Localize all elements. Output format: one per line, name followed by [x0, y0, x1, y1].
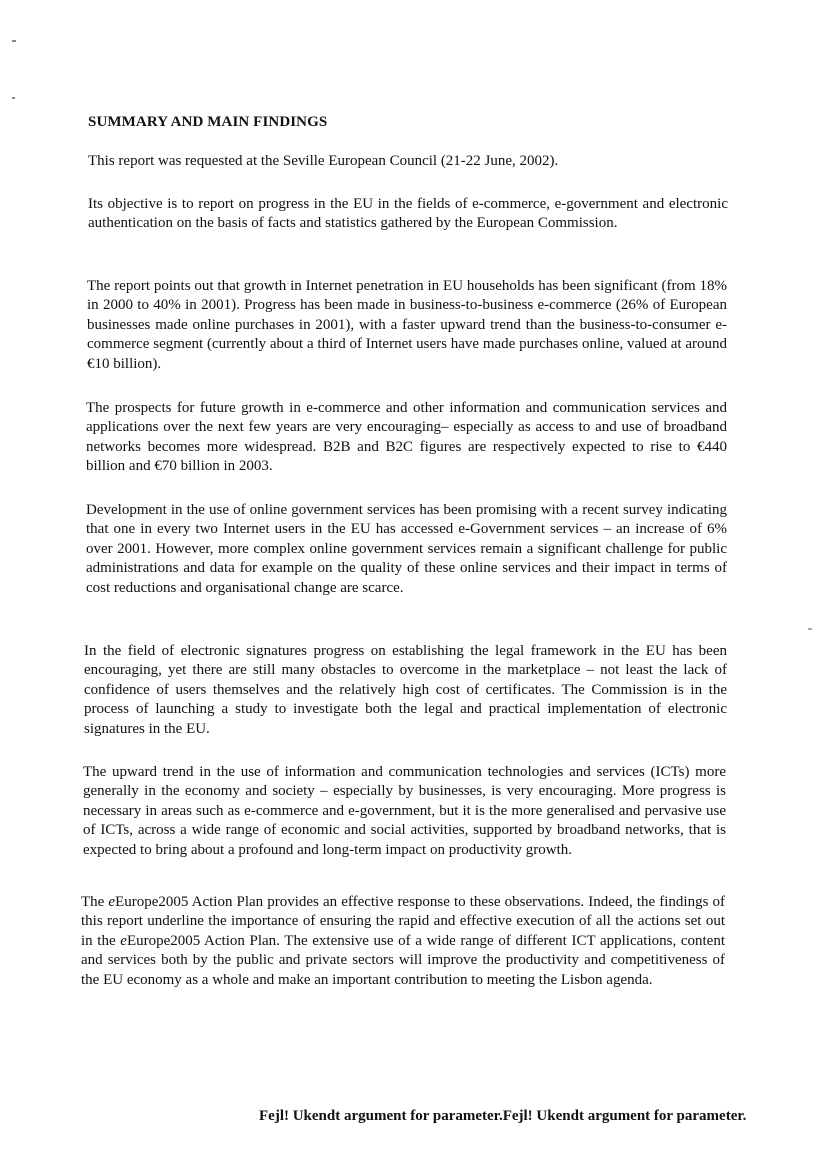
page-footer: Fejl! Ukendt argument for parameter.Fejl! Ukendt argument for parameter. [259, 1108, 747, 1124]
scan-speck [12, 40, 16, 42]
paragraph-growth-prospects: The prospects for future growth in e-commerce and other information and communication services and applications over the next few years are very encouraging– especially as access to and use of broadband networks becomes more widespread. B2B and B2C figures are respectively expected to rise to €440 billion and €70 billion in 2003. [86, 400, 727, 475]
paragraph-action-plan [81, 893, 725, 990]
paragraph-request: This report was requested at the Seville European Council (21-22 June, 2002). [88, 153, 559, 169]
paragraph-objective: Its objective is to report on progress in the EU in the fields of e-commerce, e-government and electronic authentication on the basis of facts and statistics gathered by the European Commission. [88, 196, 728, 232]
paragraph-electronic-signatures: In the field of electronic signatures progress on establishing the legal framework in the EU has been encouraging, yet there are still many obstacles to overcome in the marketplace – not least the lack of confidence of users themselves and the relatively high cost of certificates. The Commission is in the process of launching a study to investigate both the legal and practical implementation of electronic signatures in the EU. [84, 643, 727, 737]
paragraph-ict-trend: The upward trend in the use of information and communication technologies and services (ICTs) more generally in the economy and society – especially by businesses, is very encouraging. More progress is necessary in areas such as e-commerce and e-government, but it is the more generalised and pervasive use of ICTs, across a wide range of economic and social activities, supported by broadband networks, that is expected to bring about a profound and long-term impact on productivity growth. [83, 764, 726, 858]
action-plan-text: The [81, 894, 109, 910]
section-heading: SUMMARY AND MAIN FINDINGS [88, 114, 328, 130]
action-plan-italic-e: e [108, 894, 116, 910]
action-plan-italic-e: e [120, 932, 127, 949]
action-plan-text: Europe2005 Action Plan. The extensive use of a wide range of different ICT applications, content and services both by the public and private sectors will improve the productivity and competitiveness of the EU economy as a whole and make an important contribution to meeting the Lisbon agenda. [81, 932, 725, 988]
scan-speck [12, 97, 15, 99]
scan-speck [808, 628, 812, 630]
paragraph-internet-penetration: The report points out that growth in Internet penetration in EU households has been significant (from 18% in 2000 to 40% in 2001). Progress has been made in business-to-business e-commerce (26% of European businesses made online purchases in 2001), with a faster upward trend than the business-to-consumer e-commerce segment (currently about a third of Internet users have made purchases online, valued at around €10 billion). [87, 278, 727, 372]
action-plan-text: Europe2005 Action Plan provides an effective response to these observations. Indeed, the findings of this report underline the importance of ensuring the rapid and effective execution of all the actions set out in the [81, 894, 725, 949]
paragraph-egovernment: Development in the use of online government services has been promising with a recent survey indicating that one in every two Internet users in the EU has accessed e-Government services – an increase of 6% over 2001. However, more complex online government services remain a significant challenge for public administrations and data for example on the quality of these online services and their impact in terms of cost reductions and organisational change are scarce. [86, 502, 727, 596]
